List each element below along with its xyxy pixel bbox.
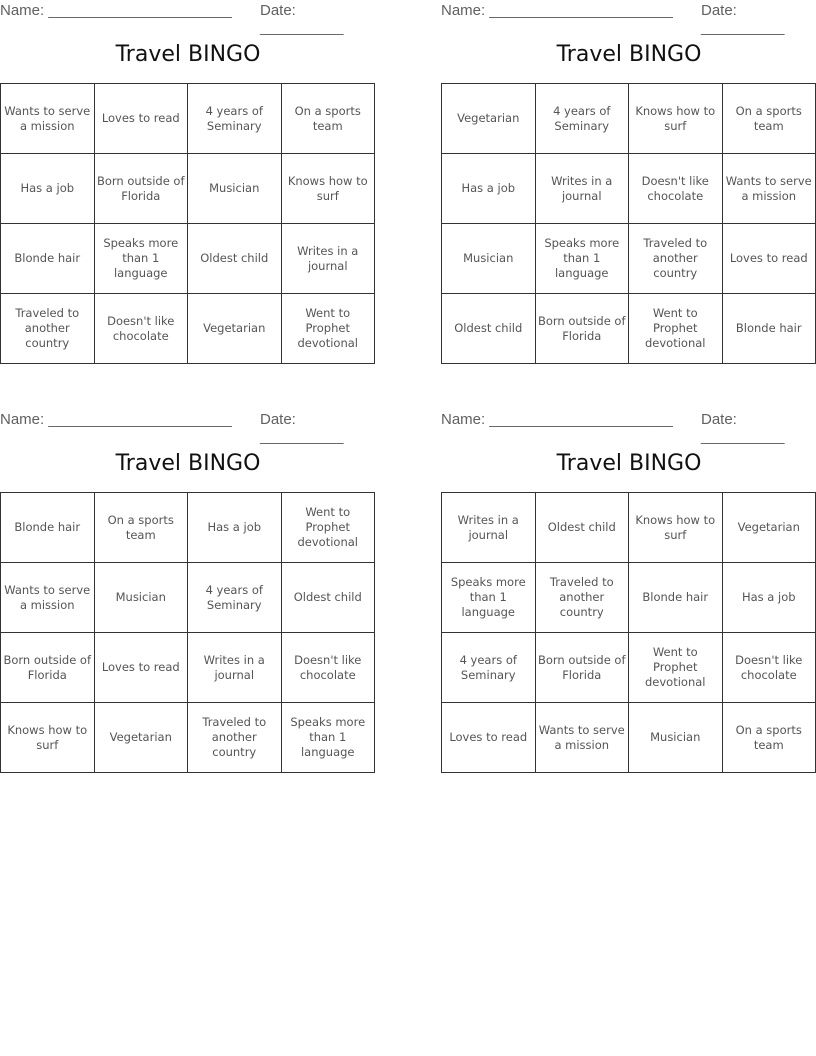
- bingo-cell: Knows how to surf: [282, 154, 376, 224]
- bingo-cell: Wants to serve a mission: [723, 154, 816, 224]
- bingo-cell: Musician: [95, 563, 189, 633]
- card-header: [441, 409, 816, 445]
- bingo-cell: Blonde hair: [723, 294, 816, 364]
- bingo-cell: Born outside of Florida: [536, 633, 630, 703]
- card-header: [0, 0, 376, 36]
- bingo-cell: Vegetarian: [95, 703, 189, 773]
- bingo-card-1: [0, 0, 376, 350]
- card-title: Travel BINGO: [556, 42, 702, 67]
- bingo-cell: On a sports team: [723, 84, 816, 154]
- bingo-cell: Doesn't like chocolate: [95, 294, 189, 364]
- bingo-cell: Has a job: [1, 154, 95, 224]
- bingo-cell: 4 years of Seminary: [442, 633, 536, 703]
- bingo-cell: On a sports team: [95, 493, 189, 563]
- bingo-cell: Traveled to another country: [188, 703, 282, 773]
- bingo-cell: Blonde hair: [1, 224, 95, 294]
- bingo-cell: Musician: [629, 703, 723, 773]
- bingo-cell: Traveled to another country: [536, 563, 630, 633]
- bingo-grid: [441, 492, 816, 773]
- date-field-label: Date: __________: [701, 411, 785, 445]
- bingo-cell: Loves to read: [723, 224, 816, 294]
- bingo-cell: Oldest child: [282, 563, 376, 633]
- bingo-cell: Knows how to surf: [1, 703, 95, 773]
- bingo-cell: Loves to read: [442, 703, 536, 773]
- bingo-cell: Writes in a journal: [536, 154, 630, 224]
- bingo-cell: 4 years of Seminary: [188, 563, 282, 633]
- bingo-cell: Traveled to another country: [629, 224, 723, 294]
- bingo-cell: Has a job: [442, 154, 536, 224]
- bingo-card-2: [441, 0, 816, 350]
- bingo-cell: Went to Prophet devotional: [629, 294, 723, 364]
- bingo-cell: Speaks more than 1 language: [536, 224, 630, 294]
- name-field-label: Name: ______________________: [0, 2, 232, 19]
- bingo-cell: 4 years of Seminary: [188, 84, 282, 154]
- date-field-label: Date: __________: [260, 411, 344, 445]
- bingo-cell: Born outside of Florida: [1, 633, 95, 703]
- bingo-cell: Went to Prophet devotional: [629, 633, 723, 703]
- bingo-cell: Blonde hair: [1, 493, 95, 563]
- bingo-cell: Musician: [188, 154, 282, 224]
- bingo-cell: Doesn't like chocolate: [629, 154, 723, 224]
- bingo-cell: Knows how to surf: [629, 493, 723, 563]
- bingo-cell: Wants to serve a mission: [1, 84, 95, 154]
- bingo-cell: Knows how to surf: [629, 84, 723, 154]
- card-title: Travel BINGO: [556, 451, 702, 476]
- bingo-cell: Blonde hair: [629, 563, 723, 633]
- bingo-grid: [0, 83, 375, 364]
- bingo-cell: Loves to read: [95, 84, 189, 154]
- date-field-label: Date: __________: [701, 2, 785, 36]
- bingo-cell: Vegetarian: [442, 84, 536, 154]
- bingo-cell: Doesn't like chocolate: [282, 633, 376, 703]
- bingo-grid: [441, 83, 816, 364]
- date-field-label: Date: __________: [260, 2, 344, 36]
- bingo-cell: On a sports team: [282, 84, 376, 154]
- card-header: [0, 409, 376, 445]
- bingo-cell: Oldest child: [188, 224, 282, 294]
- bingo-card-4: [441, 409, 816, 752]
- bingo-cell: Born outside of Florida: [95, 154, 189, 224]
- bingo-cell: Wants to serve a mission: [1, 563, 95, 633]
- bingo-cell: Vegetarian: [723, 493, 816, 563]
- bingo-cell: On a sports team: [723, 703, 816, 773]
- bingo-cell: Oldest child: [442, 294, 536, 364]
- bingo-cell: Speaks more than 1 language: [282, 703, 376, 773]
- bingo-cell: Went to Prophet devotional: [282, 493, 376, 563]
- card-header: [441, 0, 816, 36]
- bingo-card-3: [0, 409, 376, 759]
- bingo-cell: Writes in a journal: [442, 493, 536, 563]
- bingo-cell: Wants to serve a mission: [536, 703, 630, 773]
- bingo-cell: Doesn't like chocolate: [723, 633, 816, 703]
- bingo-grid: [0, 492, 375, 773]
- bingo-cell: 4 years of Seminary: [536, 84, 630, 154]
- bingo-cell: Born outside of Florida: [536, 294, 630, 364]
- bingo-cell: Speaks more than 1 language: [95, 224, 189, 294]
- bingo-cell: Went to Prophet devotional: [282, 294, 376, 364]
- bingo-cell: Writes in a journal: [188, 633, 282, 703]
- bingo-cell: Traveled to another country: [1, 294, 95, 364]
- bingo-cell: Musician: [442, 224, 536, 294]
- name-field-label: Name: ______________________: [441, 2, 673, 19]
- name-field-label: Name: ______________________: [0, 411, 232, 428]
- card-title: Travel BINGO: [115, 451, 261, 476]
- name-field-label: Name: ______________________: [441, 411, 673, 428]
- bingo-cell: Speaks more than 1 language: [442, 563, 536, 633]
- bingo-cell: Oldest child: [536, 493, 630, 563]
- card-title: Travel BINGO: [115, 42, 261, 67]
- bingo-cell: Loves to read: [95, 633, 189, 703]
- bingo-cell: Writes in a journal: [282, 224, 376, 294]
- bingo-cell: Vegetarian: [188, 294, 282, 364]
- bingo-cell: Has a job: [188, 493, 282, 563]
- bingo-cell: Has a job: [723, 563, 816, 633]
